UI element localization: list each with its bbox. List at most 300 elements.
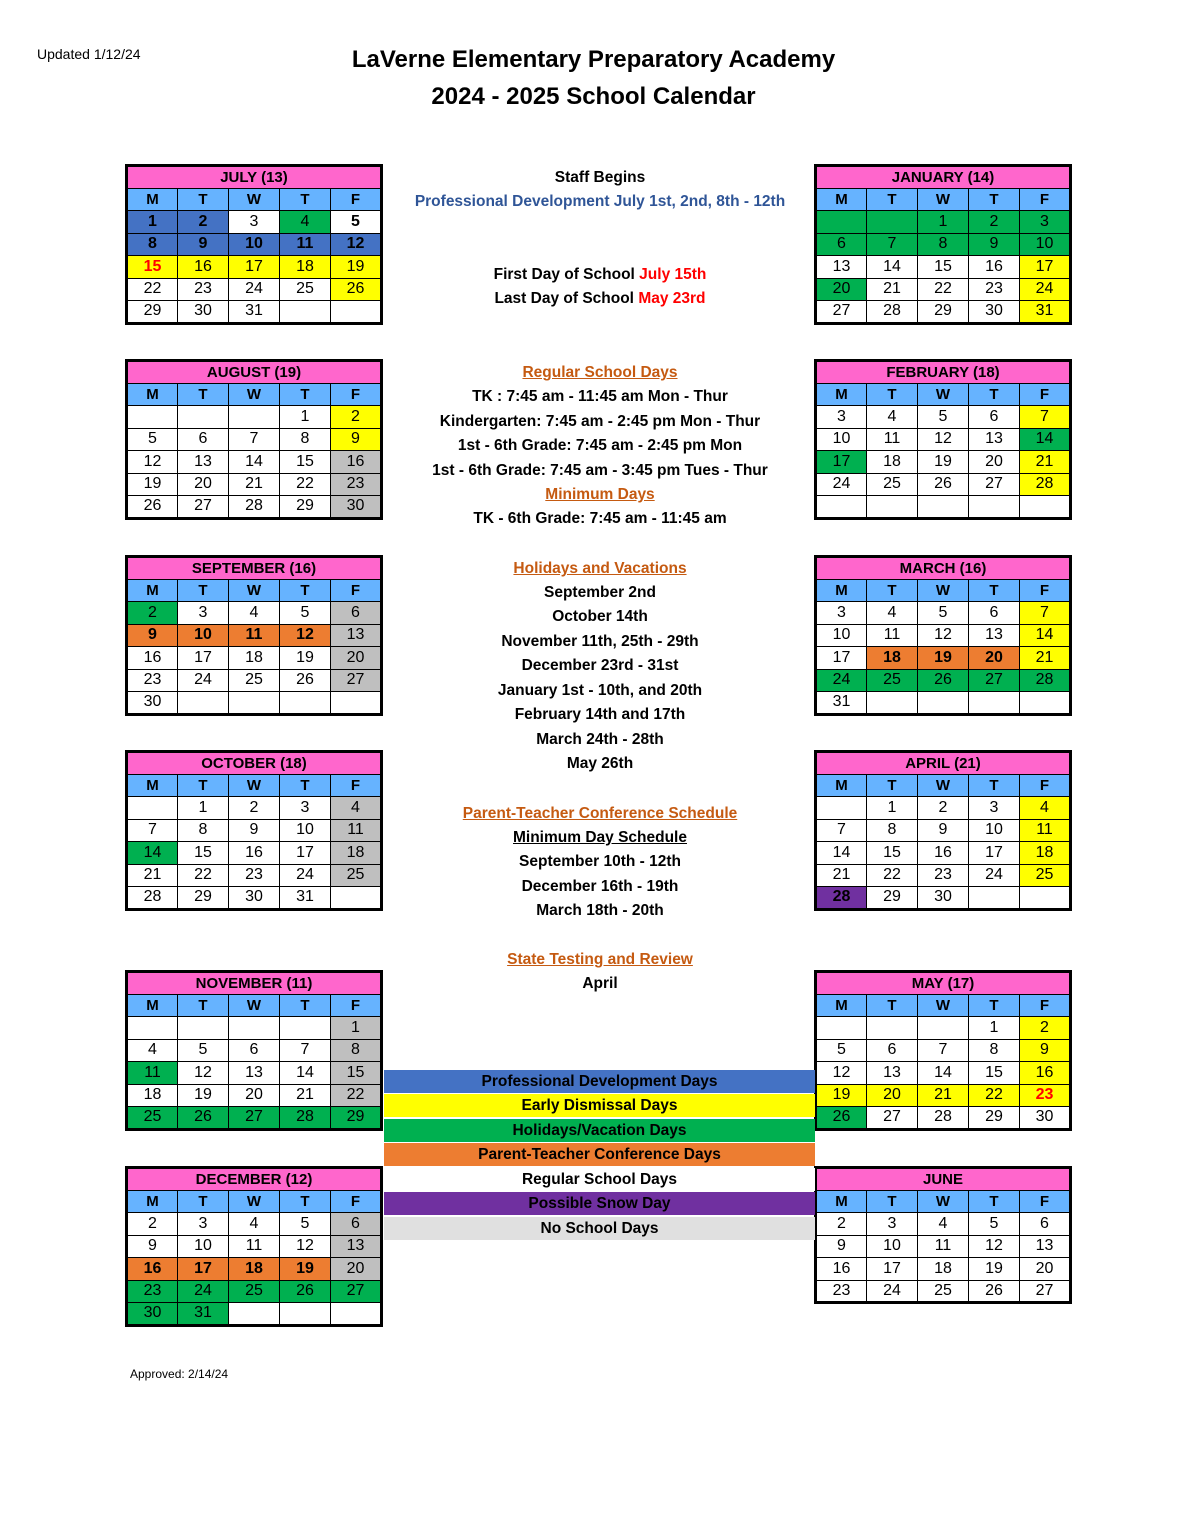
- day-cell: 2: [229, 797, 280, 820]
- day-cell: 17: [969, 842, 1020, 865]
- day-cell: [1020, 496, 1071, 519]
- month-title: MARCH (16): [816, 557, 1071, 580]
- day-cell: 18: [229, 1258, 280, 1281]
- month-title: NOVEMBER (11): [127, 972, 382, 995]
- day-cell: [331, 301, 382, 324]
- month-title: FEBRUARY (18): [816, 361, 1071, 384]
- day-cell: 10: [1020, 233, 1071, 256]
- day-cell: 12: [178, 1062, 229, 1085]
- ptc-line: September 10th - 12th: [519, 853, 681, 870]
- weekday-label: W: [229, 774, 280, 797]
- day-cell: 11: [229, 1235, 280, 1258]
- day-cell: 6: [229, 1039, 280, 1062]
- weekday-label: M: [816, 188, 867, 211]
- month-calendar: [814, 750, 1072, 911]
- month-calendar: [125, 164, 383, 325]
- weekday-label: T: [178, 188, 229, 211]
- weekday-label: T: [178, 994, 229, 1017]
- day-cell: 17: [867, 1258, 918, 1281]
- minimum-days-line: TK - 6th Grade: 7:45 am - 11:45 am: [473, 510, 727, 527]
- day-cell: 7: [229, 428, 280, 451]
- day-cell: 11: [229, 624, 280, 647]
- day-cell: 6: [867, 1039, 918, 1062]
- day-cell: 9: [816, 1235, 867, 1258]
- first-day-date: July 15th: [639, 266, 707, 283]
- day-cell: 3: [178, 602, 229, 625]
- weekday-label: T: [178, 1190, 229, 1213]
- day-cell: 24: [178, 1280, 229, 1303]
- day-cell: 29: [969, 1107, 1020, 1130]
- holidays-heading: Holidays and Vacations: [513, 560, 687, 577]
- month-title: SEPTEMBER (16): [127, 557, 382, 580]
- staff-begins-label: Staff Begins: [554, 169, 646, 186]
- day-cell: 9: [918, 819, 969, 842]
- day-cell: 1: [127, 211, 178, 234]
- day-cell: 16: [331, 451, 382, 474]
- day-cell: 13: [969, 624, 1020, 647]
- day-cell: [229, 1017, 280, 1040]
- day-cell: 21: [918, 1084, 969, 1107]
- month-title: DECEMBER (12): [127, 1168, 382, 1191]
- day-cell: 10: [816, 428, 867, 451]
- day-cell: 17: [816, 647, 867, 670]
- day-cell: 9: [229, 819, 280, 842]
- day-cell: [280, 692, 331, 715]
- day-cell: 20: [331, 1258, 382, 1281]
- weekday-label: T: [969, 1190, 1020, 1213]
- day-cell: [918, 496, 969, 519]
- weekday-label: M: [127, 994, 178, 1017]
- day-cell: [229, 406, 280, 429]
- day-cell: 20: [816, 278, 867, 301]
- last-day-label: Last Day of School: [494, 290, 634, 307]
- day-cell: 6: [331, 1213, 382, 1236]
- weekday-label: M: [127, 383, 178, 406]
- weekday-label: T: [280, 579, 331, 602]
- day-cell: 11: [1020, 819, 1071, 842]
- last-day-line: [384, 291, 816, 307]
- day-cell: 10: [867, 1235, 918, 1258]
- month-title: OCTOBER (18): [127, 752, 382, 775]
- day-cell: 1: [867, 797, 918, 820]
- day-cell: 5: [280, 602, 331, 625]
- day-cell: 12: [816, 1062, 867, 1085]
- day-cell: 17: [1020, 256, 1071, 279]
- day-cell: 20: [969, 647, 1020, 670]
- holiday-line: January 1st - 10th, and 20th: [497, 682, 703, 699]
- day-cell: 5: [331, 211, 382, 234]
- day-cell: 6: [1020, 1213, 1071, 1236]
- day-cell: 7: [867, 233, 918, 256]
- day-cell: [816, 211, 867, 234]
- day-cell: 5: [178, 1039, 229, 1062]
- day-cell: 14: [867, 256, 918, 279]
- weekday-label: T: [280, 1190, 331, 1213]
- day-cell: 2: [331, 406, 382, 429]
- legend-item-holidays: Holidays/Vacation Days: [384, 1119, 815, 1142]
- day-cell: 3: [969, 797, 1020, 820]
- day-cell: 17: [229, 256, 280, 279]
- day-cell: 6: [178, 428, 229, 451]
- day-cell: 15: [127, 256, 178, 279]
- day-cell: 4: [331, 797, 382, 820]
- pd-dates: Professional Development July 1st, 2nd, 8th - 12th: [414, 193, 786, 210]
- day-cell: 29: [867, 887, 918, 910]
- day-cell: [127, 406, 178, 429]
- holiday-line: May 26th: [566, 755, 634, 772]
- day-cell: 22: [918, 278, 969, 301]
- day-cell: 15: [867, 842, 918, 865]
- holiday-line: September 2nd: [544, 584, 656, 601]
- day-cell: 25: [127, 1107, 178, 1130]
- day-cell: [178, 692, 229, 715]
- day-cell: 22: [280, 473, 331, 496]
- legend-item-regular: Regular School Days: [384, 1168, 815, 1191]
- day-cell: 21: [867, 278, 918, 301]
- day-cell: 19: [280, 647, 331, 670]
- first-day-label: First Day of School: [493, 266, 635, 283]
- day-cell: [969, 496, 1020, 519]
- day-cell: 21: [816, 864, 867, 887]
- day-cell: 27: [1020, 1280, 1071, 1303]
- weekday-label: M: [816, 774, 867, 797]
- day-cell: 18: [918, 1258, 969, 1281]
- day-cell: 22: [178, 864, 229, 887]
- day-cell: [1020, 887, 1071, 910]
- day-cell: 30: [178, 301, 229, 324]
- day-cell: 3: [178, 1213, 229, 1236]
- day-cell: 18: [280, 256, 331, 279]
- day-cell: 28: [867, 301, 918, 324]
- weekday-label: T: [280, 994, 331, 1017]
- day-cell: 20: [331, 647, 382, 670]
- day-cell: [229, 692, 280, 715]
- day-cell: 13: [867, 1062, 918, 1085]
- ptc-subheading: Minimum Day Schedule: [513, 829, 687, 846]
- day-cell: 19: [178, 1084, 229, 1107]
- testing-line: April: [582, 975, 618, 992]
- day-cell: 20: [969, 451, 1020, 474]
- day-cell: 4: [229, 602, 280, 625]
- weekday-label: F: [331, 774, 382, 797]
- day-cell: 2: [918, 797, 969, 820]
- ptc-line: December 16th - 19th: [521, 878, 679, 895]
- weekday-label: T: [178, 579, 229, 602]
- day-cell: 19: [127, 473, 178, 496]
- day-cell: 25: [867, 473, 918, 496]
- day-cell: 14: [127, 842, 178, 865]
- holiday-line: February 14th and 17th: [514, 706, 686, 723]
- day-cell: 26: [816, 1107, 867, 1130]
- weekday-label: W: [229, 188, 280, 211]
- month-calendar: [125, 750, 383, 911]
- day-cell: 29: [127, 301, 178, 324]
- day-cell: [969, 887, 1020, 910]
- day-cell: [1020, 692, 1071, 715]
- weekday-label: W: [918, 188, 969, 211]
- day-cell: 25: [280, 278, 331, 301]
- day-cell: [127, 797, 178, 820]
- weekday-label: T: [178, 774, 229, 797]
- day-cell: 23: [1020, 1084, 1071, 1107]
- day-cell: 4: [127, 1039, 178, 1062]
- day-cell: 31: [178, 1303, 229, 1326]
- page-title: LaVerne Elementary Preparatory Academy: [351, 46, 836, 73]
- weekday-label: T: [867, 188, 918, 211]
- weekday-label: W: [918, 579, 969, 602]
- day-cell: 12: [918, 624, 969, 647]
- day-cell: 24: [816, 669, 867, 692]
- day-cell: 10: [229, 233, 280, 256]
- weekday-label: M: [127, 1190, 178, 1213]
- day-cell: 29: [331, 1107, 382, 1130]
- weekday-label: W: [229, 579, 280, 602]
- day-cell: [867, 1017, 918, 1040]
- approved-date: Approved: 2/14/24: [130, 1367, 229, 1381]
- day-cell: 27: [969, 473, 1020, 496]
- day-cell: 7: [127, 819, 178, 842]
- day-cell: 5: [816, 1039, 867, 1062]
- day-cell: 14: [816, 842, 867, 865]
- day-cell: 23: [969, 278, 1020, 301]
- day-cell: 26: [178, 1107, 229, 1130]
- day-cell: 8: [331, 1039, 382, 1062]
- day-cell: 12: [969, 1235, 1020, 1258]
- day-cell: 20: [178, 473, 229, 496]
- day-cell: [127, 1017, 178, 1040]
- day-cell: 2: [127, 1213, 178, 1236]
- day-cell: [280, 301, 331, 324]
- day-cell: 26: [331, 278, 382, 301]
- day-cell: [178, 1017, 229, 1040]
- day-cell: 4: [229, 1213, 280, 1236]
- day-cell: 16: [229, 842, 280, 865]
- legend-item-no-school: No School Days: [384, 1217, 815, 1240]
- day-cell: [918, 692, 969, 715]
- day-cell: 19: [918, 451, 969, 474]
- day-cell: 19: [331, 256, 382, 279]
- day-cell: 24: [1020, 278, 1071, 301]
- weekday-label: W: [918, 994, 969, 1017]
- day-cell: 31: [229, 301, 280, 324]
- day-cell: 10: [969, 819, 1020, 842]
- day-cell: 3: [816, 602, 867, 625]
- day-cell: 21: [280, 1084, 331, 1107]
- first-day-line: [384, 267, 816, 283]
- holiday-line: December 23rd - 31st: [521, 657, 679, 674]
- day-cell: 30: [331, 496, 382, 519]
- day-cell: 26: [280, 1280, 331, 1303]
- day-cell: [816, 1017, 867, 1040]
- weekday-label: F: [1020, 774, 1071, 797]
- weekday-label: M: [127, 579, 178, 602]
- day-cell: 25: [229, 669, 280, 692]
- day-cell: 25: [229, 1280, 280, 1303]
- day-cell: 28: [918, 1107, 969, 1130]
- day-cell: 3: [229, 211, 280, 234]
- weekday-label: F: [1020, 188, 1071, 211]
- weekday-label: W: [229, 1190, 280, 1213]
- day-cell: 12: [127, 451, 178, 474]
- day-cell: 27: [229, 1107, 280, 1130]
- day-cell: 29: [280, 496, 331, 519]
- day-cell: 28: [280, 1107, 331, 1130]
- day-cell: 17: [178, 647, 229, 670]
- weekday-label: T: [969, 579, 1020, 602]
- weekday-label: M: [127, 188, 178, 211]
- day-cell: [918, 1017, 969, 1040]
- day-cell: 20: [1020, 1258, 1071, 1281]
- month-title: AUGUST (19): [127, 361, 382, 384]
- regular-days-heading: Regular School Days: [522, 364, 678, 381]
- day-cell: 13: [229, 1062, 280, 1085]
- day-cell: 11: [127, 1062, 178, 1085]
- day-cell: 6: [331, 602, 382, 625]
- day-cell: 23: [816, 1280, 867, 1303]
- holiday-line: March 24th - 28th: [536, 731, 664, 748]
- day-cell: 19: [969, 1258, 1020, 1281]
- day-cell: 14: [280, 1062, 331, 1085]
- holiday-line: November 11th, 25th - 29th: [501, 633, 699, 650]
- day-cell: 5: [127, 428, 178, 451]
- month-calendar: [814, 970, 1072, 1131]
- day-cell: 4: [280, 211, 331, 234]
- day-cell: 3: [816, 406, 867, 429]
- day-cell: 6: [969, 406, 1020, 429]
- day-cell: 12: [280, 624, 331, 647]
- day-cell: [816, 496, 867, 519]
- day-cell: 13: [816, 256, 867, 279]
- day-cell: 26: [280, 669, 331, 692]
- month-title: JUNE: [816, 1168, 1071, 1191]
- day-cell: 24: [280, 864, 331, 887]
- updated-date: Updated 1/12/24: [37, 46, 141, 62]
- legend-item-snow-day: Possible Snow Day: [384, 1192, 815, 1215]
- weekday-label: M: [816, 383, 867, 406]
- day-cell: 22: [127, 278, 178, 301]
- month-calendar: [125, 555, 383, 716]
- month-title: JANUARY (14): [816, 166, 1071, 189]
- day-cell: 20: [229, 1084, 280, 1107]
- day-cell: 15: [331, 1062, 382, 1085]
- day-cell: 14: [918, 1062, 969, 1085]
- day-cell: 23: [127, 669, 178, 692]
- day-cell: 10: [280, 819, 331, 842]
- day-cell: 26: [918, 669, 969, 692]
- regular-line: TK : 7:45 am - 11:45 am Mon - Thur: [472, 388, 728, 405]
- day-cell: 9: [331, 428, 382, 451]
- day-cell: 15: [918, 256, 969, 279]
- month-calendar: [814, 164, 1072, 325]
- month-calendar: [814, 359, 1072, 520]
- day-cell: 25: [331, 864, 382, 887]
- weekday-label: M: [816, 994, 867, 1017]
- day-cell: 28: [1020, 473, 1071, 496]
- day-cell: 18: [1020, 842, 1071, 865]
- day-cell: [280, 1303, 331, 1326]
- day-cell: 1: [918, 211, 969, 234]
- day-cell: 20: [867, 1084, 918, 1107]
- day-cell: 27: [969, 669, 1020, 692]
- day-cell: 8: [867, 819, 918, 842]
- day-cell: 1: [280, 406, 331, 429]
- day-cell: 16: [969, 256, 1020, 279]
- weekday-label: F: [331, 1190, 382, 1213]
- day-cell: 4: [918, 1213, 969, 1236]
- day-cell: [229, 1303, 280, 1326]
- day-cell: 3: [1020, 211, 1071, 234]
- day-cell: 2: [816, 1213, 867, 1236]
- weekday-label: W: [918, 774, 969, 797]
- day-cell: 27: [178, 496, 229, 519]
- legend-item-pd: Professional Development Days: [384, 1070, 815, 1093]
- weekday-label: F: [331, 579, 382, 602]
- day-cell: 19: [816, 1084, 867, 1107]
- weekday-label: T: [969, 383, 1020, 406]
- weekday-label: T: [280, 774, 331, 797]
- day-cell: 24: [816, 473, 867, 496]
- day-cell: 6: [816, 233, 867, 256]
- day-cell: 23: [918, 864, 969, 887]
- weekday-label: T: [969, 188, 1020, 211]
- weekday-label: W: [918, 1190, 969, 1213]
- day-cell: 4: [1020, 797, 1071, 820]
- day-cell: 10: [178, 1235, 229, 1258]
- day-cell: 5: [918, 602, 969, 625]
- day-cell: 1: [331, 1017, 382, 1040]
- day-cell: 26: [918, 473, 969, 496]
- day-cell: 4: [867, 406, 918, 429]
- day-cell: 3: [867, 1213, 918, 1236]
- day-cell: 11: [280, 233, 331, 256]
- day-cell: 15: [280, 451, 331, 474]
- legend-item-ptc: Parent-Teacher Conference Days: [384, 1143, 815, 1166]
- day-cell: 2: [969, 211, 1020, 234]
- day-cell: 13: [969, 428, 1020, 451]
- day-cell: 29: [178, 887, 229, 910]
- day-cell: 13: [1020, 1235, 1071, 1258]
- last-day-date: May 23rd: [638, 290, 706, 307]
- day-cell: 26: [127, 496, 178, 519]
- legend-item-early-dismissal: Early Dismissal Days: [384, 1094, 815, 1117]
- day-cell: 30: [918, 887, 969, 910]
- day-cell: 11: [331, 819, 382, 842]
- day-cell: 7: [918, 1039, 969, 1062]
- weekday-label: W: [918, 383, 969, 406]
- day-cell: 11: [867, 624, 918, 647]
- day-cell: [178, 406, 229, 429]
- day-cell: 28: [816, 887, 867, 910]
- day-cell: 14: [1020, 428, 1071, 451]
- day-cell: 22: [969, 1084, 1020, 1107]
- month-calendar: [125, 970, 383, 1131]
- day-cell: 16: [918, 842, 969, 865]
- testing-heading: State Testing and Review: [507, 951, 693, 968]
- regular-line: Kindergarten: 7:45 am - 2:45 pm Mon - Thur: [439, 413, 761, 430]
- day-cell: 28: [127, 887, 178, 910]
- day-cell: 5: [969, 1213, 1020, 1236]
- day-cell: 12: [280, 1235, 331, 1258]
- month-title: JULY (13): [127, 166, 382, 189]
- weekday-label: F: [331, 383, 382, 406]
- day-cell: 27: [331, 1280, 382, 1303]
- regular-line: 1st - 6th Grade: 7:45 am - 2:45 pm Mon: [457, 437, 743, 454]
- weekday-label: F: [1020, 1190, 1071, 1213]
- day-cell: 14: [229, 451, 280, 474]
- day-cell: 8: [280, 428, 331, 451]
- ptc-line: March 18th - 20th: [536, 902, 664, 919]
- day-cell: 17: [178, 1258, 229, 1281]
